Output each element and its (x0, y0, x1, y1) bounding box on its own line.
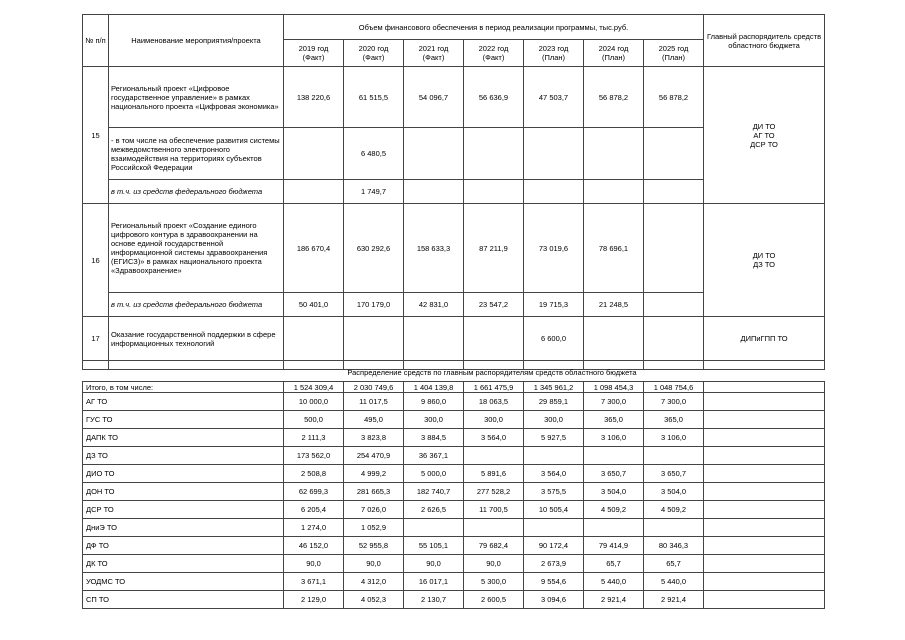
distribution-value: 3 650,7 (644, 465, 704, 483)
distribution-value: 3 884,5 (404, 429, 464, 447)
funding-value: 19 715,3 (524, 293, 584, 317)
distribution-row (83, 393, 825, 411)
year-label: 2019 год (298, 44, 329, 53)
distribution-value: 90 172,4 (524, 537, 584, 555)
distribution-value: 1 098 454,3 (584, 382, 644, 393)
distribution-row (83, 465, 825, 483)
distribution-value: 2 129,0 (284, 591, 344, 609)
funding-value (644, 317, 704, 361)
header-year (464, 40, 524, 67)
distributor-label: ДЗ ТО (83, 447, 284, 465)
distribution-value: 3 650,7 (584, 465, 644, 483)
project-distributor: ДИ ТО АГ ТО ДСР ТО (704, 67, 825, 204)
distribution-value: 65,7 (644, 555, 704, 573)
distribution-value: 1 345 961,2 (524, 382, 584, 393)
empty-cell (704, 519, 825, 537)
distributor-label: ДниЭ ТО (83, 519, 284, 537)
header-year (404, 40, 464, 67)
distribution-value: 80 346,3 (644, 537, 704, 555)
project-number: 17 (83, 317, 109, 361)
distribution-value: 10 000,0 (284, 393, 344, 411)
distributor-label: СП ТО (83, 591, 284, 609)
funding-value: 158 633,3 (404, 204, 464, 293)
year-label: 2021 год (418, 44, 449, 53)
distribution-value: 3 504,0 (584, 483, 644, 501)
year-label: 2025 год (658, 44, 689, 53)
empty-cell (704, 382, 825, 393)
distribution-value (404, 519, 464, 537)
project-name: в т.ч. из средств федерального бюджета (109, 180, 284, 204)
distribution-value: 2 626,5 (404, 501, 464, 519)
distribution-value: 281 665,3 (344, 483, 404, 501)
distribution-row (83, 591, 825, 609)
distribution-value: 3 564,0 (524, 465, 584, 483)
distributor-label: ДАПК ТО (83, 429, 284, 447)
year-kind: (Факт) (482, 53, 505, 62)
distribution-value (584, 519, 644, 537)
distribution-value: 4 312,0 (344, 573, 404, 591)
project-row (83, 67, 825, 128)
year-label: 2024 год (598, 44, 629, 53)
distribution-value: 1 524 309,4 (284, 382, 344, 393)
distribution-value: 173 562,0 (284, 447, 344, 465)
distribution-value: 16 017,1 (404, 573, 464, 591)
empty-cell (704, 555, 825, 573)
funding-value: 56 878,2 (584, 67, 644, 128)
program-table (82, 14, 825, 370)
project-name: в т.ч. из средств федерального бюджета (109, 293, 284, 317)
distribution-value: 2 508,8 (284, 465, 344, 483)
empty-cell (704, 393, 825, 411)
distribution-value: 9 860,0 (404, 393, 464, 411)
empty-cell (704, 537, 825, 555)
distribution-value: 4 509,2 (584, 501, 644, 519)
distribution-value: 5 440,0 (584, 573, 644, 591)
funding-value: 170 179,0 (344, 293, 404, 317)
empty-cell (704, 573, 825, 591)
header-year (584, 40, 644, 67)
distribution-value: 79 682,4 (464, 537, 524, 555)
distribution-value: 495,0 (344, 411, 404, 429)
empty-cell (704, 465, 825, 483)
distribution-value: 300,0 (524, 411, 584, 429)
distribution-value: 5 891,6 (464, 465, 524, 483)
distribution-row (83, 573, 825, 591)
year-kind: (План) (541, 53, 566, 62)
distribution-value: 2 030 749,6 (344, 382, 404, 393)
distributor-label: ДОН ТО (83, 483, 284, 501)
distribution-value: 90,0 (404, 555, 464, 573)
distribution-value: 500,0 (284, 411, 344, 429)
header-row (83, 15, 825, 40)
funding-value: 78 696,1 (584, 204, 644, 293)
empty-cell (704, 483, 825, 501)
distribution-value (524, 447, 584, 465)
distribution-row (83, 519, 825, 537)
distribution-value (644, 519, 704, 537)
distribution-value: 1 661 475,9 (464, 382, 524, 393)
empty-cell (704, 501, 825, 519)
project-distributor: ДИПиГПП ТО (704, 317, 825, 361)
header-year (524, 40, 584, 67)
funding-value (464, 180, 524, 204)
empty-cell (704, 429, 825, 447)
distribution-table (82, 381, 825, 609)
distribution-value: 3 575,5 (524, 483, 584, 501)
year-kind: (Факт) (302, 53, 325, 62)
funding-value (584, 317, 644, 361)
distribution-value: 9 554,6 (524, 573, 584, 591)
distribution-value: 2 130,7 (404, 591, 464, 609)
distribution-value: 1 052,9 (344, 519, 404, 537)
header-name: Наименование мероприятия/проекта (109, 15, 284, 67)
year-label: 2020 год (358, 44, 389, 53)
funding-value (344, 317, 404, 361)
distribution-value: 4 509,2 (644, 501, 704, 519)
funding-value: 87 211,9 (464, 204, 524, 293)
distribution-value: 3 106,0 (584, 429, 644, 447)
project-number: 15 (83, 67, 109, 204)
distribution-value: 365,0 (584, 411, 644, 429)
funding-value (584, 128, 644, 180)
distribution-value: 5 927,5 (524, 429, 584, 447)
distribution-value: 4 052,3 (344, 591, 404, 609)
distribution-value: 2 111,3 (284, 429, 344, 447)
distribution-value: 3 564,0 (464, 429, 524, 447)
funding-value (644, 180, 704, 204)
distribution-row (83, 411, 825, 429)
distribution-value: 3 671,1 (284, 573, 344, 591)
funding-value (644, 293, 704, 317)
empty-cell (109, 361, 284, 370)
distribution-value: 29 859,1 (524, 393, 584, 411)
distribution-value: 182 740,7 (404, 483, 464, 501)
distribution-value: 10 505,4 (524, 501, 584, 519)
funding-value: 54 096,7 (404, 67, 464, 128)
funding-value: 1 749,7 (344, 180, 404, 204)
distribution-value: 1 048 754,6 (644, 382, 704, 393)
distribution-value (644, 447, 704, 465)
distribution-value: 365,0 (644, 411, 704, 429)
distribution-value: 2 673,9 (524, 555, 584, 573)
funding-value (404, 317, 464, 361)
distribution-value: 90,0 (284, 555, 344, 573)
distribution-row (83, 447, 825, 465)
empty-cell (704, 447, 825, 465)
header-year (344, 40, 404, 67)
distribution-value: 277 528,2 (464, 483, 524, 501)
funding-value (404, 128, 464, 180)
distributor-label: ГУС ТО (83, 411, 284, 429)
distribution-row (83, 483, 825, 501)
year-kind: (Факт) (422, 53, 445, 62)
distribution-value (464, 519, 524, 537)
distribution-value (464, 447, 524, 465)
distribution-value: 62 699,3 (284, 483, 344, 501)
empty-cell (704, 411, 825, 429)
funding-value: 56 878,2 (644, 67, 704, 128)
distribution-value: 11 700,5 (464, 501, 524, 519)
distribution-value: 2 921,4 (584, 591, 644, 609)
funding-value (284, 128, 344, 180)
distribution-value: 90,0 (464, 555, 524, 573)
funding-value: 138 220,6 (284, 67, 344, 128)
empty-cell (704, 591, 825, 609)
distributor-label: Итого, в том числе: (83, 382, 284, 393)
distribution-value: 7 300,0 (584, 393, 644, 411)
distribution-value: 6 205,4 (284, 501, 344, 519)
distribution-value: 79 414,9 (584, 537, 644, 555)
distribution-value (584, 447, 644, 465)
project-name: - в том числе на обеспечение развития системы межведомственного электронного взаимодействия на территориях субъектов Российской Федерации (109, 128, 284, 180)
distribution-value: 18 063,5 (464, 393, 524, 411)
distribution-value: 5 000,0 (404, 465, 464, 483)
header-funding: Объем финансового обеспечения в период реализации программы, тыс.руб. (284, 15, 704, 40)
distribution-value: 254 470,9 (344, 447, 404, 465)
funding-value (404, 180, 464, 204)
distribution-row (83, 382, 825, 393)
funding-value: 630 292,6 (344, 204, 404, 293)
project-row (83, 204, 825, 293)
distribution-row (83, 429, 825, 447)
distribution-value: 90,0 (344, 555, 404, 573)
distribution-value: 300,0 (464, 411, 524, 429)
distribution-value: 11 017,5 (344, 393, 404, 411)
distribution-value: 46 152,0 (284, 537, 344, 555)
funding-value: 50 401,0 (284, 293, 344, 317)
funding-value: 42 831,0 (404, 293, 464, 317)
year-kind: (План) (661, 53, 686, 62)
distribution-value: 3 094,6 (524, 591, 584, 609)
funding-value: 56 636,9 (464, 67, 524, 128)
funding-value (584, 180, 644, 204)
distribution-caption: Распределение средств по главным распорядителям средств областного бюджета (347, 368, 637, 377)
distribution-value: 3 504,0 (644, 483, 704, 501)
distribution-row (83, 555, 825, 573)
distribution-value: 3 823,8 (344, 429, 404, 447)
distribution-value: 7 026,0 (344, 501, 404, 519)
distributor-label: ДИО ТО (83, 465, 284, 483)
header-num: № п/п (83, 15, 109, 67)
funding-value: 23 547,2 (464, 293, 524, 317)
empty-cell (704, 361, 825, 370)
distributor-label: ДФ ТО (83, 537, 284, 555)
distribution-value: 1 274,0 (284, 519, 344, 537)
year-label: 2023 год (538, 44, 569, 53)
distributor-label: ДК ТО (83, 555, 284, 573)
project-row (83, 317, 825, 361)
funding-value: 73 019,6 (524, 204, 584, 293)
funding-value (284, 317, 344, 361)
funding-value (284, 180, 344, 204)
funding-value (464, 317, 524, 361)
distributor-label: ДСР ТО (83, 501, 284, 519)
header-year (644, 40, 704, 67)
distribution-row (83, 537, 825, 555)
project-name: Региональный проект «Создание единого цифрового контура в здравоохранении на основе единой государственной информационной системы здравоохранения (ЕГИСЗ)» в рамках национального проекта «Здравоохранение» (109, 204, 284, 293)
funding-value (524, 128, 584, 180)
funding-value (644, 128, 704, 180)
project-distributor: ДИ ТО ДЗ ТО (704, 204, 825, 317)
distribution-row (83, 501, 825, 519)
distribution-value: 52 955,8 (344, 537, 404, 555)
distributor-label: УОДМС ТО (83, 573, 284, 591)
distributor-label: АГ ТО (83, 393, 284, 411)
funding-value (464, 128, 524, 180)
distribution-value: 7 300,0 (644, 393, 704, 411)
funding-value: 61 515,5 (344, 67, 404, 128)
funding-value (524, 180, 584, 204)
distribution-value: 5 440,0 (644, 573, 704, 591)
year-kind: (Факт) (362, 53, 385, 62)
project-name: Региональный проект «Цифровое государственное управление» в рамках национального проекта «Цифровая экономика» (109, 67, 284, 128)
distribution-value: 300,0 (404, 411, 464, 429)
distribution-value: 2 600,5 (464, 591, 524, 609)
funding-value (644, 204, 704, 293)
funding-value: 6 600,0 (524, 317, 584, 361)
project-number: 16 (83, 204, 109, 317)
distribution-value: 1 404 139,8 (404, 382, 464, 393)
distribution-value: 65,7 (584, 555, 644, 573)
header-distributor: Главный распорядитель средств областного бюджета (704, 15, 825, 67)
empty-cell (83, 361, 109, 370)
funding-value: 21 248,5 (584, 293, 644, 317)
distribution-value: 4 999,2 (344, 465, 404, 483)
distribution-value (524, 519, 584, 537)
distribution-value: 2 921,4 (644, 591, 704, 609)
funding-value: 47 503,7 (524, 67, 584, 128)
funding-value: 186 670,4 (284, 204, 344, 293)
year-label: 2022 год (478, 44, 509, 53)
distribution-value: 36 367,1 (404, 447, 464, 465)
distribution-value: 5 300,0 (464, 573, 524, 591)
distribution-value: 55 105,1 (404, 537, 464, 555)
distribution-value: 3 106,0 (644, 429, 704, 447)
project-name: Оказание государственной поддержки в сфере информационных технологий (109, 317, 284, 361)
header-year (284, 40, 344, 67)
year-kind: (План) (601, 53, 626, 62)
funding-value: 6 480,5 (344, 128, 404, 180)
